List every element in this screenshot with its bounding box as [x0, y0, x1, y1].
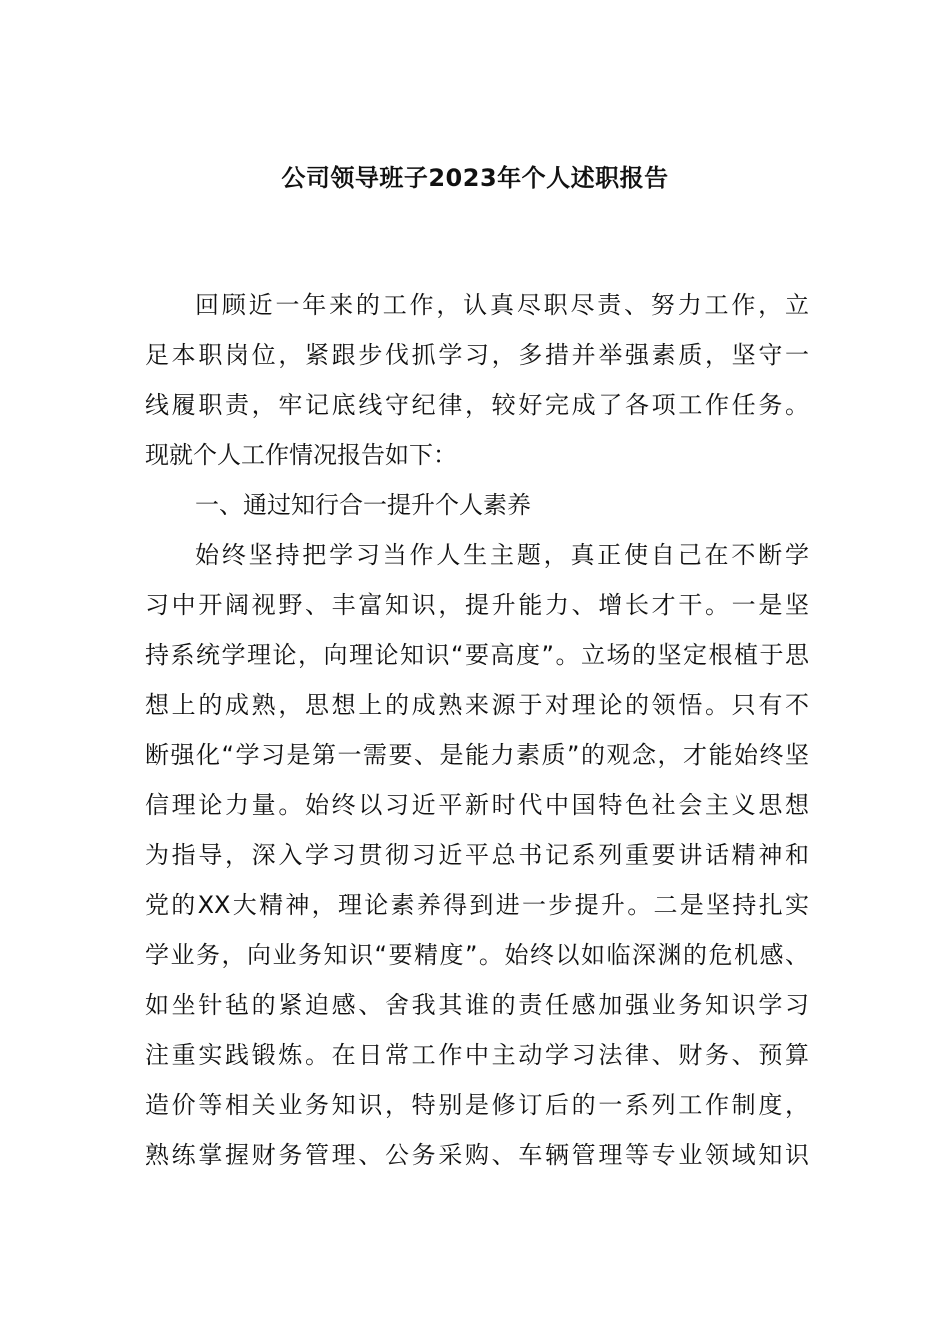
paragraph-line: 为指导，深入学习贯彻习近平总书记系列重要讲话精神和: [145, 841, 809, 869]
paragraph-line: 造价等相关业务知识，特别是修订后的一系列工作制度，: [145, 1091, 809, 1119]
paragraph-line: 持系统学理论，向理论知识“要高度”。立场的坚定根植于思: [145, 641, 809, 669]
paragraph-line: 断强化“学习是第一需要、是能力素质”的观念，才能始终坚: [145, 741, 809, 769]
document-body: [145, 280, 809, 1180]
paragraph-line: 回顾近一年来的工作，认真尽职尽责、努力工作，立: [195, 291, 809, 319]
paragraph-line: 信理论力量。始终以习近平新时代中国特色社会主义思想: [145, 791, 809, 819]
section-heading: 一、通过知行合一提升个人素养: [195, 491, 531, 519]
paragraph-line: 学业务，向业务知识“要精度”。始终以如临深渊的危机感、: [145, 941, 809, 969]
paragraph-line: 足本职岗位，紧跟步伐抓学习，多措并举强素质，坚守一: [145, 341, 809, 369]
document-title: 公司领导班子2023年个人述职报告: [281, 164, 669, 192]
paragraph-line: 线履职责，牢记底线守纪律，较好完成了各项工作任务。: [145, 391, 809, 419]
paragraph-line: 注重实践锻炼。在日常工作中主动学习法律、财务、预算: [145, 1041, 809, 1069]
paragraph-line: 现就个人工作情况报告如下：: [145, 441, 457, 469]
paragraph-line: 想上的成熟，思想上的成熟来源于对理论的领悟。只有不: [145, 691, 809, 719]
paragraph-line: 如坐针毡的紧迫感、舍我其谁的责任感加强业务知识学习: [145, 991, 809, 1019]
paragraph-line: 始终坚持把学习当作人生主题，真正使自己在不断学: [195, 541, 809, 569]
paragraph-line: 熟练掌握财务管理、公务采购、车辆管理等专业领域知识: [145, 1141, 809, 1169]
paragraph-line: 党的XX大精神，理论素养得到进一步提升。二是坚持扎实: [145, 891, 809, 919]
paragraph-line: 习中开阔视野、丰富知识，提升能力、增长才干。一是坚: [145, 591, 809, 619]
